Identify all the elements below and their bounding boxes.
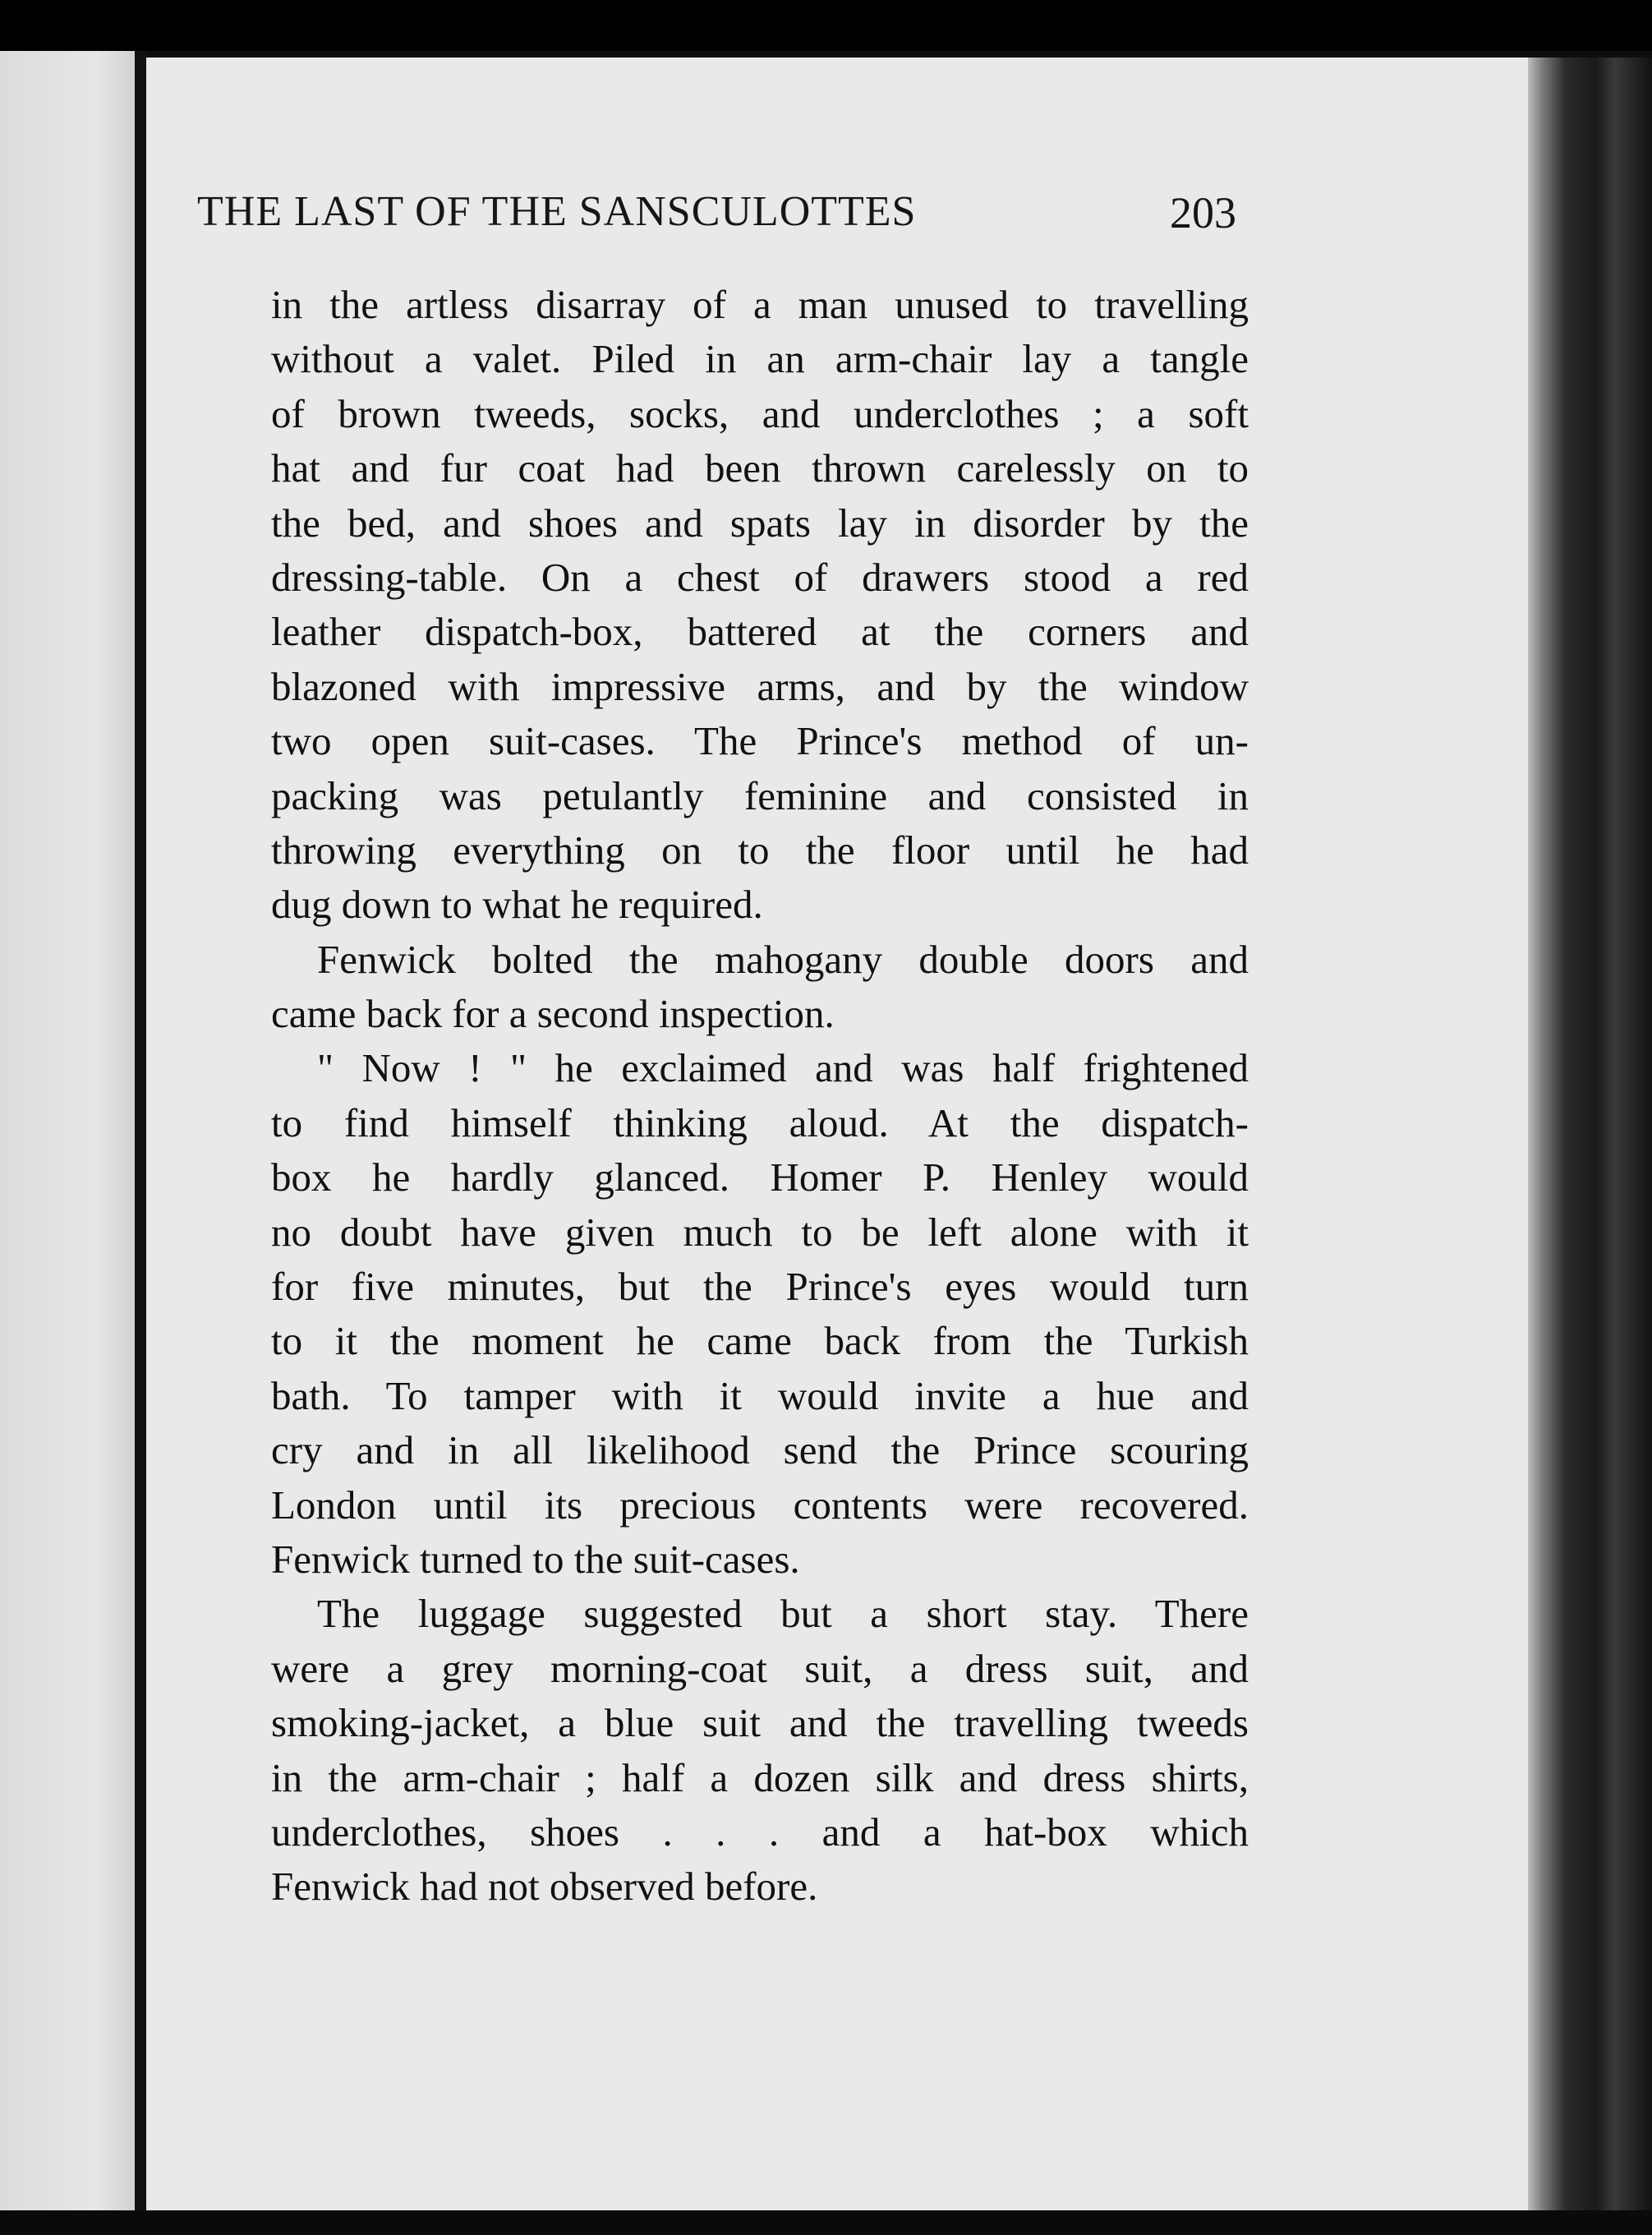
text-line: two open suit-cases. The Prince's method of un- — [271, 718, 1249, 764]
text-line: smoking-jacket, a blue suit and the travelling tweeds — [271, 1700, 1249, 1746]
page-number: 203 — [1170, 188, 1236, 237]
text-line: came back for a second inspection. — [271, 991, 835, 1037]
text-line: without a valet. Piled in an arm-chair lay a tangle — [271, 336, 1249, 382]
text-line: London until its precious contents were recovered. — [271, 1482, 1249, 1528]
text-line: throwing everything on to the floor until he had — [271, 827, 1249, 873]
text-line: of brown tweeds, socks, and underclothes ; a soft — [271, 390, 1249, 436]
text-line: " Now ! " he exclaimed and was half frightened — [317, 1045, 1249, 1091]
text-line: to it the moment he came back from the Turkish — [271, 1318, 1249, 1364]
text-line: underclothes, shoes . . . and a hat-box which — [271, 1809, 1249, 1855]
text-line: dressing-table. On a chest of drawers stood a red — [271, 554, 1249, 600]
text-line: to find himself thinking aloud. At the dispatch- — [271, 1099, 1249, 1145]
text-line: bath. To tamper with it would invite a hue and — [271, 1372, 1249, 1418]
text-line: were a grey morning-coat suit, a dress suit, and — [271, 1645, 1249, 1691]
text-line: no doubt have given much to be left alone with it — [271, 1209, 1249, 1255]
text-line: blazoned with impressive arms, and by the window — [271, 663, 1249, 709]
scanner-bottom-border — [0, 2210, 1652, 2235]
text-line: Fenwick had not observed before. — [271, 1864, 818, 1910]
text-line: in the artless disarray of a man unused to travelling — [271, 282, 1249, 327]
body-text — [271, 278, 1249, 1915]
facing-page-edge — [0, 51, 140, 2212]
text-line: leather dispatch-box, battered at the corners and — [271, 609, 1249, 655]
text-line: Fenwick bolted the mahogany double doors and — [317, 936, 1249, 982]
text-line: packing was petulantly feminine and consisted in — [271, 772, 1249, 818]
text-line: box he hardly glanced. Homer P. Henley would — [271, 1154, 1249, 1200]
text-line: hat and fur coat had been thrown carelessly on to — [271, 445, 1249, 491]
text-line: cry and in all likelihood send the Prince scouring — [271, 1427, 1249, 1473]
text-line: in the arm-chair ; half a dozen silk and dress shirts, — [271, 1754, 1249, 1800]
text-line: dug down to what he required. — [271, 882, 763, 928]
scanner-top-border — [0, 0, 1652, 51]
text-line: for five minutes, but the Prince's eyes would turn — [271, 1264, 1249, 1310]
book-gutter — [135, 51, 146, 2212]
running-head: THE LAST OF THE SANSCULOTTES — [197, 188, 917, 235]
text-line: The luggage suggested but a short stay. There — [317, 1591, 1249, 1637]
text-line: the bed, and shoes and spats lay in disorder by the — [271, 500, 1249, 546]
book-edge-shadow — [1528, 58, 1652, 2219]
text-line: Fenwick turned to the suit-cases. — [271, 1536, 800, 1582]
